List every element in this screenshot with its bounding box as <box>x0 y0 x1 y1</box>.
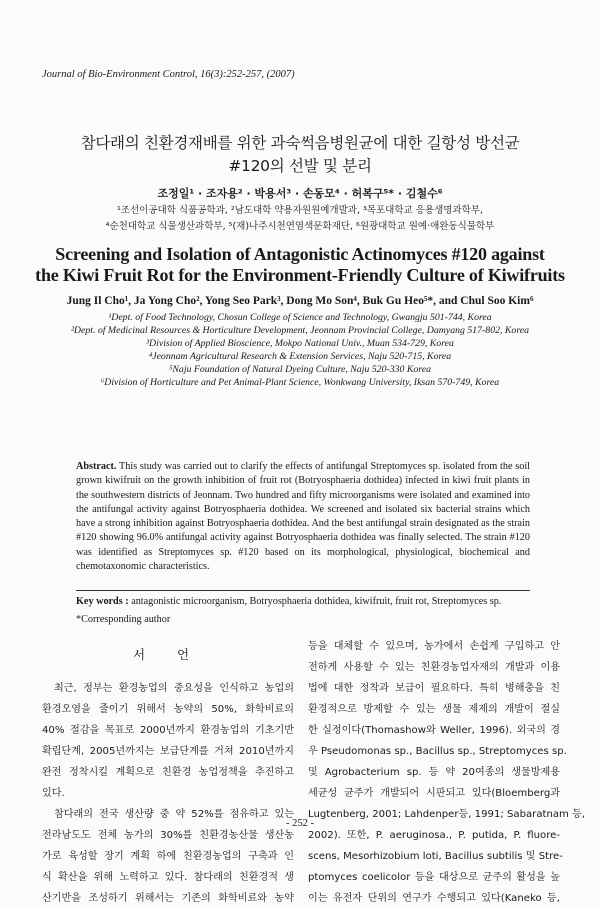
left-column-line: 있다. <box>42 788 65 799</box>
right-column-line: 환경적으로 방제할 수 있는 생물 제제의 개발이 절실 <box>308 704 560 715</box>
english-affiliation-5: ⁵Naju Foundation of Natural Dyeing Culture, Naju 520-330 Korea <box>168 364 432 375</box>
english-title-line-2: the Kiwi Fruit Rot for the Environment-Friendly Culture of Kiwifruits <box>35 265 565 285</box>
abstract-text: This study was carried out to clarify the effects of antifungal Streptomyces sp. isolated from the soil grown kiwifruit on the growth inhibition of fruit rot (Botryosphaeria dothidea) infected in kiwi fruit plants in the southwestern districts of Jeonnam. Two hundred and fifty microorganisms were isolated and examined into the antifungal activity against Botryosphaeria dothidea. We screened and isolated six bacterial strains which have a strong inhibition against Botryosphaeria dothidea. And the best antifungal strain designated as the strain #120 showing 96.0% antifungal activity against Botryosphaeria dothidea was finally selected. The strain #120 was identified as Streptomyces sp. #120 based on its morphological, physiological, biochemical and chemotaxonomic characteristics. <box>76 461 530 573</box>
right-column-line: 한 실정이다(Thomashow와 Weller, 1996). 외국의 경 <box>308 725 560 736</box>
right-column <box>308 636 586 909</box>
keywords-text: antagonistic microorganism, Botryosphaeria dothidea, kiwifruit, fruit rot, Streptomyces sp. <box>131 596 502 607</box>
right-column-line: 등을 대체할 수 있으며, 농가에서 손쉽게 구입하고 안 <box>308 641 560 652</box>
right-column-line: ptomyces coelicolor 등을 대상으로 균주의 활성을 높 <box>308 872 560 883</box>
korean-title-line-1: 참다래의 친환경재배를 위한 과숙썩음병원균에 대한 길항성 방선균 <box>80 134 520 152</box>
right-column-line: 및 Agrobacterium sp. 등 약 20여종의 생물방제용 <box>308 767 560 778</box>
english-affiliation-3: ³Division of Applied Bioscience, Mokpo National Univ., Muan 534-729, Korea <box>146 338 454 349</box>
korean-affiliation-line-2: ⁴순천대학교 식물생산과학부, ⁵(재)나주시천연염색문화재단, ⁶원광대학교 원예·애완동식물학부 <box>105 221 495 232</box>
korean-title-line-2: #120의 선발 및 분리 <box>228 157 372 175</box>
left-column <box>42 678 294 909</box>
english-affiliation-2: ²Dept. of Medicinal Resources & Horticulture Development, Jeonnam Provincial College, Damyang 517-802, Korea <box>70 325 530 336</box>
english-affiliation-6: ⁶Division of Horticulture and Pet Animal-Plant Science, Wonkwang University, Iksan 570-749, Korea <box>100 377 500 388</box>
corresponding-author-note: *Corresponding author <box>76 614 171 625</box>
keywords-divider <box>76 590 530 591</box>
page-number: - 252 - <box>286 818 314 829</box>
right-column-line: 이는 유전자 단위의 연구가 수행되고 있다(Kaneko 등, <box>308 893 560 904</box>
left-column-line: 40% 절감을 목표로 2000년까지 환경농업의 기초기반 <box>42 725 294 736</box>
right-column-line: scens, Mesorhizobium loti, Bacillus subtilis 및 Stre- <box>308 851 563 862</box>
right-column-line: 법에 대한 정착과 보급이 필요하다. 특히 병해충을 친 <box>308 683 560 694</box>
abstract-label: Abstract. <box>76 461 117 472</box>
right-column-line: 전하게 사용할 수 있는 친환경농업자재의 개발과 이용 <box>308 662 560 673</box>
abstract <box>76 460 530 574</box>
keywords-label: Key words : <box>76 596 129 607</box>
right-column-line: 세균성 균주가 개발되어 시판되고 있다(Bloemberg과 <box>308 788 560 799</box>
english-authors: Jung Il Cho¹, Ja Yong Cho², Yong Seo Park³, Dong Mo Son⁴, Buk Gu Heo⁵*, and Chul Soo Kim⁶ <box>66 295 534 307</box>
left-column-line: 전라남도도 전체 농가의 30%를 친환경농산물 생산농 <box>42 830 294 841</box>
korean-affiliation-line-1: ¹조선이공대학 식품공학과, ²남도대학 약용자원원예개발과, ³목포대학교 응용생명과학부, <box>117 205 483 216</box>
left-column-line: 완전 정착시킬 계획으로 친환경 농업정책을 추진하고 <box>42 767 294 778</box>
left-column-line: 산기반을 조성하기 위해서는 기존의 화학비료와 농약 <box>42 893 294 904</box>
right-column-line: 2002). 또한, P. aeruginosa., P. putida, P. fluore- <box>308 830 560 841</box>
left-column-line: 참다래의 전국 생산량 중 약 52%를 점유하고 있는 <box>54 809 294 820</box>
journal-citation: Journal of Bio-Environment Control, 16(3):252-257, (2007) <box>42 69 295 80</box>
english-title-line-1: Screening and Isolation of Antagonistic Actinomyces #120 against <box>55 244 545 264</box>
section-heading: 서 언 <box>132 647 204 662</box>
left-column-line: 환경오염을 줄이기 위해서 농약의 50%, 화학비료의 <box>42 704 294 715</box>
english-affiliation-1: ¹Dept. of Food Technology, Chosun College of Science and Technology, Gwangju 501-744, Korea <box>108 312 492 323</box>
keywords <box>76 596 536 607</box>
left-column-line: 식 확산을 위해 노력하고 있다. 참다래의 친환경적 생 <box>42 872 294 883</box>
right-column-line: Lugtenberg, 2001; Lahdenper등, 1991; Sabaratnam 등, <box>308 809 586 820</box>
left-column-line: 가로 육성할 장기 계획 하에 친환경농업의 구축과 인 <box>42 851 294 862</box>
korean-authors: 조정일¹ · 조자용² · 박용서³ · 손동모⁴ · 허복구⁵* · 김철수⁶ <box>157 187 443 200</box>
english-affiliation-4: ⁴Jeonnam Agricultural Research & Extension Services, Naju 520-715, Korea <box>148 351 452 362</box>
left-column-line: 확립단계, 2005년까지는 보급단계를 거쳐 2010년까지 <box>42 746 294 757</box>
right-column-line: 우 Pseudomonas sp., Bacillus sp., Streptomyces sp. <box>308 746 567 757</box>
left-column-line: 최근, 정부는 환경농업의 중요성을 인식하고 농업의 <box>54 683 294 694</box>
